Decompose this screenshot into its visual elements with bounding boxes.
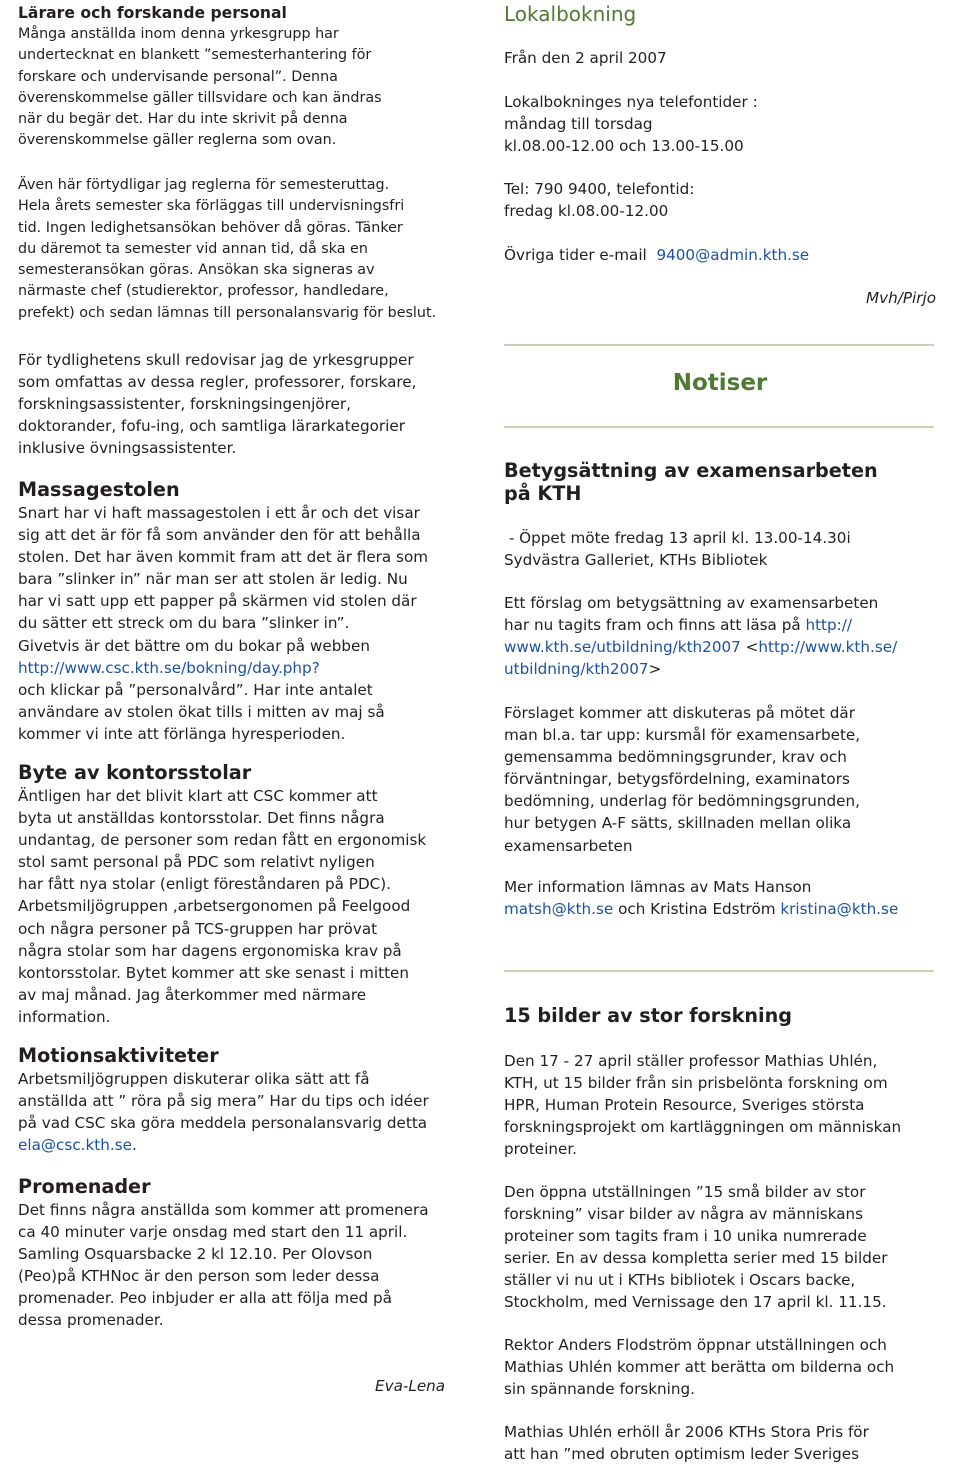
paragraph	[504, 527, 851, 571]
text-line: kommer vi inte att förlänga hyresperioden.	[18, 724, 346, 743]
text-line: Rektor Anders Flodström öppnar utställningen och	[504, 1336, 887, 1354]
paragraph	[18, 349, 416, 459]
email-label: Övriga tider e-mail	[504, 246, 657, 264]
kth-link[interactable]: www.kth.se/utbildning/kth2007	[504, 638, 741, 657]
text-line: proteiner som tagits fram i 10 unika numrerade	[504, 1227, 867, 1246]
text-line: HPR, Human Protein Resource, Sveriges största	[504, 1096, 865, 1115]
text-line: proteiner.	[504, 1140, 578, 1159]
text-line: Den 17 - 27 april ställer professor Mathias Uhlén,	[504, 1052, 878, 1070]
text-line: hur betygen A-F sätts, skillnaden mellan olika	[504, 814, 852, 833]
text-line: du däremot ta semester vid annan tid, då ska en	[18, 240, 368, 257]
text-line: dessa promenader.	[18, 1311, 164, 1330]
text-line: ca 40 minuter varje onsdag med start den 11 april.	[18, 1223, 408, 1242]
lokal-date: Från den 2 april 2007	[504, 49, 667, 67]
paragraph	[504, 702, 860, 857]
signature: Eva-Lena	[375, 1377, 446, 1395]
section-title: Lärare och forskande personal	[18, 4, 287, 22]
text-line: - Öppet möte fredag 13 april kl. 13.00-14.30i	[504, 529, 851, 547]
text-line: Hela årets semester ska förläggas till undervisningsfri	[18, 198, 405, 215]
text-line: förväntningar, betygsfördelning, examinators	[504, 770, 850, 789]
text-line: du sätter ett streck om du bara ”slinker in”.	[18, 614, 350, 633]
text-part: >	[648, 660, 662, 679]
email-link[interactable]: matsh@kth.se	[504, 900, 614, 919]
lokalbokning-title: Lokalbokning	[504, 2, 637, 26]
text-line: Ett förslag om betygsättning av examensarbeten	[504, 594, 879, 612]
kth-link-2[interactable]: utbildning/kth2007	[504, 660, 649, 679]
section-title: på KTH	[504, 482, 582, 505]
text-line: forskningsassistenter, forskningsingenjörer,	[18, 395, 351, 414]
paragraph	[504, 1421, 869, 1465]
text-line: gemensamma bedömningsgrunder, krav och	[504, 748, 847, 767]
section-title: Byte av kontorsstolar	[18, 761, 252, 784]
booking-link[interactable]: http://www.csc.kth.se/bokning/day.php?	[18, 658, 320, 677]
text-line: Snart har vi haft massagestolen i ett år och det visar	[18, 504, 420, 522]
text-line: Det finns några anställda som kommer att promenera	[18, 1201, 429, 1219]
text-end: .	[131, 1136, 137, 1155]
paragraph	[504, 1181, 887, 1314]
text-line: Äntligen har det blivit klart att CSC kommer att	[18, 787, 378, 805]
lokal-times	[504, 91, 758, 157]
text-line: när du begär det. Har du inte skrivit på denna	[18, 111, 348, 128]
text-line: Givetvis är det bättre om du bokar på webben	[18, 636, 370, 655]
paragraph	[18, 175, 436, 324]
section-title: Betygsättning av examensarbeten	[504, 459, 878, 482]
text-line: information.	[18, 1007, 111, 1026]
text-line: och några personer på TCS-gruppen har prövat	[18, 919, 378, 938]
text-line: stolen. Det har även kommit fram att det är flera som	[18, 548, 429, 567]
text-line: bara ”slinker in” när man ser att stolen är ledig. Nu	[18, 570, 408, 589]
text-line: sig att det är för få som använder den för att behålla	[18, 526, 421, 545]
text-line: har fått nya stolar (enligt föreståndaren på PDC).	[18, 875, 391, 894]
section-larare	[18, 2, 382, 152]
paragraph	[18, 24, 382, 152]
text-line: som omfattas av dessa regler, professorer, forskare,	[18, 373, 417, 392]
text-line: Arbetsmiljögruppen diskuterar olika sätt att få	[18, 1070, 370, 1088]
text-line: Mer information lämnas av Mats Hanson	[504, 878, 812, 896]
email-link[interactable]: kristina@kth.se	[780, 900, 899, 919]
text-line: inklusive övningsassistenter.	[18, 439, 237, 458]
text-line: måndag till torsdag	[504, 115, 653, 134]
divider	[504, 426, 934, 428]
text-line: närmaste chef (studierektor, professor, handledare,	[18, 283, 389, 300]
text-line: anställda att ” röra på sig mera” Har du tips och idéer	[18, 1092, 429, 1111]
section-motion	[18, 1044, 429, 1156]
text-line: Samling Osquarsbacke 2 kl 12.10. Per Olovson	[18, 1245, 373, 1264]
section-title: 15 bilder av stor forskning	[504, 1004, 793, 1027]
lokal-sign: Mvh/Pirjo	[866, 289, 936, 307]
section-promenader	[18, 1175, 429, 1332]
text-line: Även här förtydligar jag reglerna för semesteruttag.	[18, 177, 390, 193]
text-line: överenskommelse gäller tillsvidare och kan ändras	[18, 89, 382, 106]
divider	[504, 344, 934, 346]
text-line: och klickar på ”personalvård”. Har inte antalet	[18, 680, 373, 699]
text-line: byta ut anställdas kontorsstolar. Det finns några	[18, 809, 385, 828]
text-line: KTH, ut 15 bilder från sin prisbelönta forskning om	[504, 1074, 888, 1093]
kth-link-2[interactable]: http://www.kth.se/	[758, 638, 898, 657]
text-part: och Kristina Edström	[613, 900, 781, 919]
paragraph	[504, 592, 897, 680]
text-line: på vad CSC ska göra meddela personalansvarig detta	[18, 1114, 428, 1133]
paragraph	[504, 1334, 894, 1400]
text-line: sin spännande forskning.	[504, 1380, 695, 1399]
text-line: Mathias Uhlén erhöll år 2006 KTHs Stora Pris för	[504, 1423, 869, 1441]
text-line: semesteransökan göras. Ansökan ska signeras av	[18, 262, 375, 279]
text-line: stol samt personal på PDC som relativt nyligen	[18, 853, 375, 872]
text-line: forskning” visar bilder av några av människans	[504, 1205, 864, 1224]
lokal-email-line	[504, 244, 809, 266]
section-title: Massagestolen	[18, 478, 180, 501]
text-line: undantag, de personer som redan fått en ergonomisk	[18, 831, 427, 850]
section-betyg	[504, 459, 878, 505]
text-line: Tel: 790 9400, telefontid:	[504, 180, 695, 198]
text-line: bedömning, underlag för bedömningsgrunden,	[504, 792, 860, 811]
text-line: serier. En av dessa kompletta serier med 15 bilder	[504, 1249, 888, 1268]
text-line: För tydlighetens skull redovisar jag de yrkesgrupper	[18, 351, 414, 369]
text-line: forskare och undervisande personal”. Denna	[18, 68, 338, 85]
lokal-tel	[504, 178, 694, 222]
text-line: överenskommelse gäller reglerna som ovan.	[18, 132, 337, 149]
notiser-title: Notiser	[672, 370, 768, 396]
text-line: prefekt) och sedan lämnas till personalansvarig för beslut.	[18, 304, 437, 321]
text-line: ställer vi nu ut i KTHs bibliotek i Oscars backe,	[504, 1271, 856, 1290]
text-line: fredag kl.08.00-12.00	[504, 202, 669, 221]
text-line: kontorsstolar. Bytet kommer att ske senast i mitten	[18, 963, 410, 982]
text-line: har vi satt upp ett papper på skärmen vid stolen där	[18, 592, 417, 611]
paragraph	[504, 876, 898, 920]
text-line: (Peo)på KTHNoc är den person som leder dessa	[18, 1267, 380, 1286]
text-line: några stolar som har dagens ergonomiska krav på	[18, 941, 402, 960]
text-line: kl.08.00-12.00 och 13.00-15.00	[504, 137, 744, 156]
text-line: examensarbeten	[504, 836, 633, 855]
text-line: man bl.a. tar upp: kursmål för examensarbete,	[504, 726, 861, 745]
text-line: Lokalbokninges nya telefontider :	[504, 93, 758, 111]
text-line: Mathias Uhlén kommer att berätta om bilderna och	[504, 1358, 895, 1377]
text-line: att han ”med obruten optimism leder Sveriges	[504, 1445, 860, 1464]
text-line: Sydvästra Galleriet, KTHs Bibliotek	[504, 551, 768, 570]
text-line: användare av stolen ökat tills i mitten av maj så	[18, 702, 385, 721]
text-line: Den öppna utställningen ”15 små bilder av stor	[504, 1183, 866, 1201]
email-link[interactable]: ela@csc.kth.se	[18, 1136, 132, 1155]
text-line: Stockholm, med Vernissage den 17 april kl. 11.15.	[504, 1293, 887, 1312]
section-kontorsstolar	[18, 761, 426, 1028]
lokal-email-link[interactable]: 9400@admin.kth.se	[656, 246, 810, 264]
text-line: doktorander, fofu-ing, och samtliga lärarkategorier	[18, 417, 405, 436]
kth-link[interactable]: http://	[805, 616, 852, 635]
section-title: Promenader	[18, 1175, 151, 1198]
paragraph	[504, 1050, 901, 1160]
section-massagestolen	[18, 478, 428, 745]
section-title: Motionsaktiviteter	[18, 1044, 219, 1067]
text-part: <	[740, 638, 759, 657]
text-line: forskningsprojekt om kartläggningen om människan	[504, 1118, 902, 1137]
text-line: av maj månad. Jag återkommer med närmare	[18, 985, 367, 1004]
text-line: har nu tagits fram och finns att läsa på	[504, 616, 806, 635]
text-line: Förslaget kommer att diskuteras på mötet där	[504, 704, 855, 722]
text-line: promenader. Peo inbjuder er alla att följa med på	[18, 1289, 392, 1308]
text-line: Arbetsmiljögruppen ,arbetsergonomen på Feelgood	[18, 897, 411, 916]
divider	[504, 970, 934, 972]
text-line: tid. Ingen ledighetsansökan behöver då göras. Tänker	[18, 219, 403, 236]
text-line: undertecknat en blankett ”semesterhantering för	[18, 47, 372, 64]
text-line: Många anställda inom denna yrkesgrupp har	[18, 26, 339, 42]
